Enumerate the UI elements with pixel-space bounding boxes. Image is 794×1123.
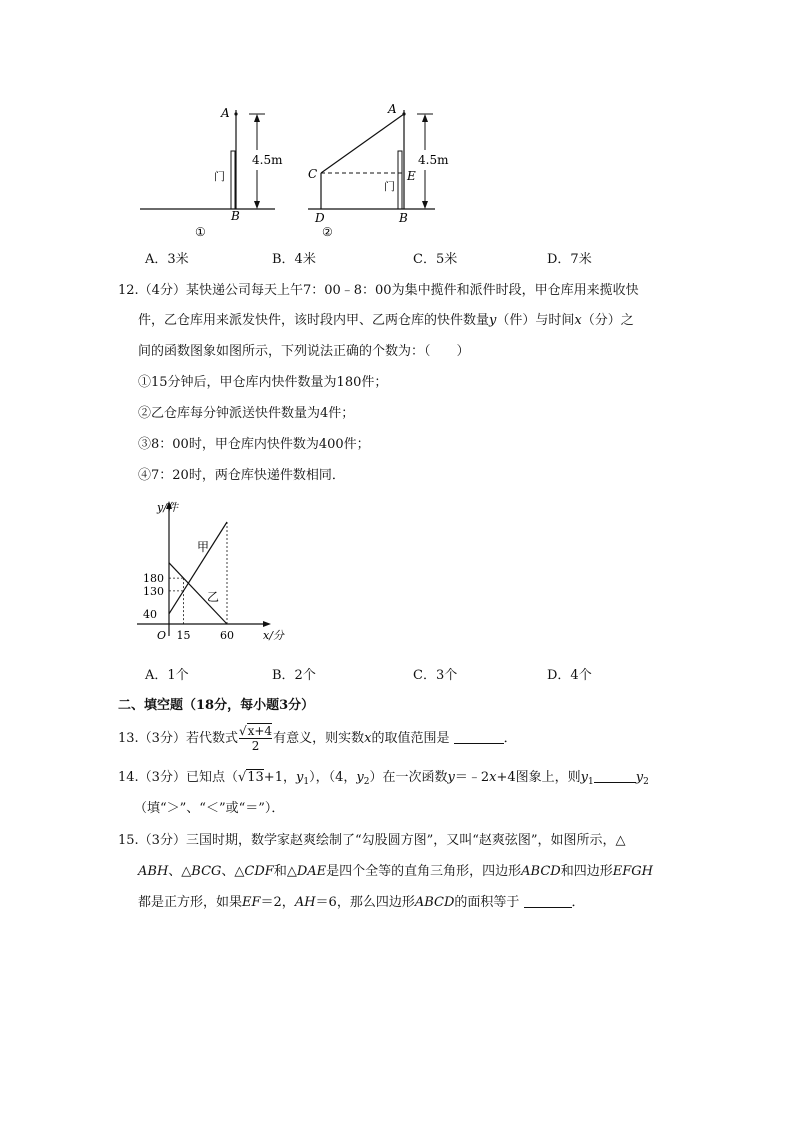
q13-answer-blank[interactable]	[454, 731, 504, 744]
door-label: 门	[214, 170, 225, 183]
arrow-down-icon	[254, 201, 260, 209]
arrow-down-icon	[422, 201, 428, 209]
q14-line-1: 14.（3分）已知点（√13+1，$y_1$），（4，$y_2$）在一次函数y＝﹣2x+4图象上，则$y_1$ $y_2$	[118, 770, 649, 787]
series-label-yi: 乙	[207, 590, 220, 604]
origin-label: O	[157, 629, 167, 642]
q13-line: 13.（3分）若代数式 $\frac{√x+4}{2}$ 有意义，则实数x的取值范围是 ．	[118, 724, 517, 753]
point-a	[234, 112, 237, 115]
y-axis-label: y/件	[157, 501, 178, 514]
label-a: A	[388, 102, 397, 116]
height-label: 4.5m	[252, 153, 283, 167]
label-e: E	[407, 169, 416, 183]
arrow-up-icon	[422, 114, 428, 122]
q12-statement-3: ③8：00时，甲仓库内快件数为400件；	[138, 437, 370, 452]
q13-fraction: $\frac{√x+4}{2}$	[238, 724, 273, 753]
figure-1	[135, 98, 285, 243]
height-label: 4.5m	[418, 153, 449, 167]
arrow-up-icon	[254, 114, 260, 122]
q11-option-d[interactable]: D．7米	[547, 252, 592, 267]
q15-line-2: ABH、△BCG、△CDF和△DAE是四个全等的直角三角形，四边形ABCD和四边形EFGH	[138, 864, 653, 879]
q12-line-2: 件，乙仓库用来派发快件，该时段内甲、乙两仓库的快件数量y（件）与时间x（分）之	[138, 313, 634, 328]
q12-chart	[135, 495, 295, 645]
q12-option-b[interactable]: B．2个	[272, 668, 316, 683]
q11-option-b[interactable]: B．4米	[272, 252, 316, 267]
section-heading: 二、填空题（18分，每小题3分）	[118, 698, 315, 713]
q14-answer-blank[interactable]	[594, 770, 636, 783]
q11-option-a[interactable]: A．3米	[145, 252, 189, 267]
x-axis-label: x/分	[263, 629, 284, 642]
point-a	[402, 112, 405, 115]
q12-statement-1: ①15分钟后，甲仓库内快件数量为180件；	[138, 375, 388, 390]
series-label-jia: 甲	[197, 540, 210, 554]
figure-caption: ②	[322, 225, 333, 239]
q12-line-3: 间的函数图象如图所示，下列说法正确的个数为：（ ）	[138, 344, 470, 359]
q12-line-1: 12.（4分）某快递公司每天上午7：00﹣8：00为集中揽件和派件时段，甲仓库用来揽收快	[118, 283, 639, 298]
q15-line-3: 都是正方形，如果EF＝2，AH＝6，那么四边形ABCD的面积等于 ．	[138, 895, 585, 910]
y-tick-label: 40	[143, 607, 157, 621]
figure-2	[300, 98, 470, 243]
q12-option-c[interactable]: C．3个	[413, 668, 458, 683]
q12-statement-2: ②乙仓库每分钟派送快件数量为4件；	[138, 406, 355, 421]
door-shape	[231, 151, 235, 209]
q11-option-c[interactable]: C．5米	[413, 252, 458, 267]
figure-caption: ①	[195, 225, 206, 239]
door-label: 门	[384, 180, 395, 193]
q12-option-a[interactable]: A．1个	[145, 668, 189, 683]
q15-line-1: 15.（3分）三国时期，数学家赵爽绘制了“勾股圆方图”，又叫“赵爽弦图”，如图所示，△	[118, 833, 626, 848]
q15-answer-blank[interactable]	[524, 895, 572, 908]
y-tick-label: 130	[143, 584, 164, 598]
door-shape	[398, 151, 402, 209]
y-tick-label: 180	[143, 572, 164, 586]
ladder-ca	[321, 114, 404, 173]
x-tick-label: 60	[220, 629, 234, 642]
x-tick-label: 15	[176, 629, 191, 642]
q12-statement-4: ④7：20时，两仓库快递件数相同．	[138, 468, 345, 483]
x-axis-arrow-icon	[263, 621, 271, 627]
label-b: B	[399, 211, 408, 225]
q12-option-d[interactable]: D．4个	[547, 668, 592, 683]
label-a: A	[221, 106, 230, 120]
label-d: D	[315, 211, 325, 225]
q14-line-2: （填“＞”、“＜”或“＝”）．	[134, 801, 285, 816]
label-b: B	[231, 209, 240, 223]
label-c: C	[308, 167, 318, 181]
